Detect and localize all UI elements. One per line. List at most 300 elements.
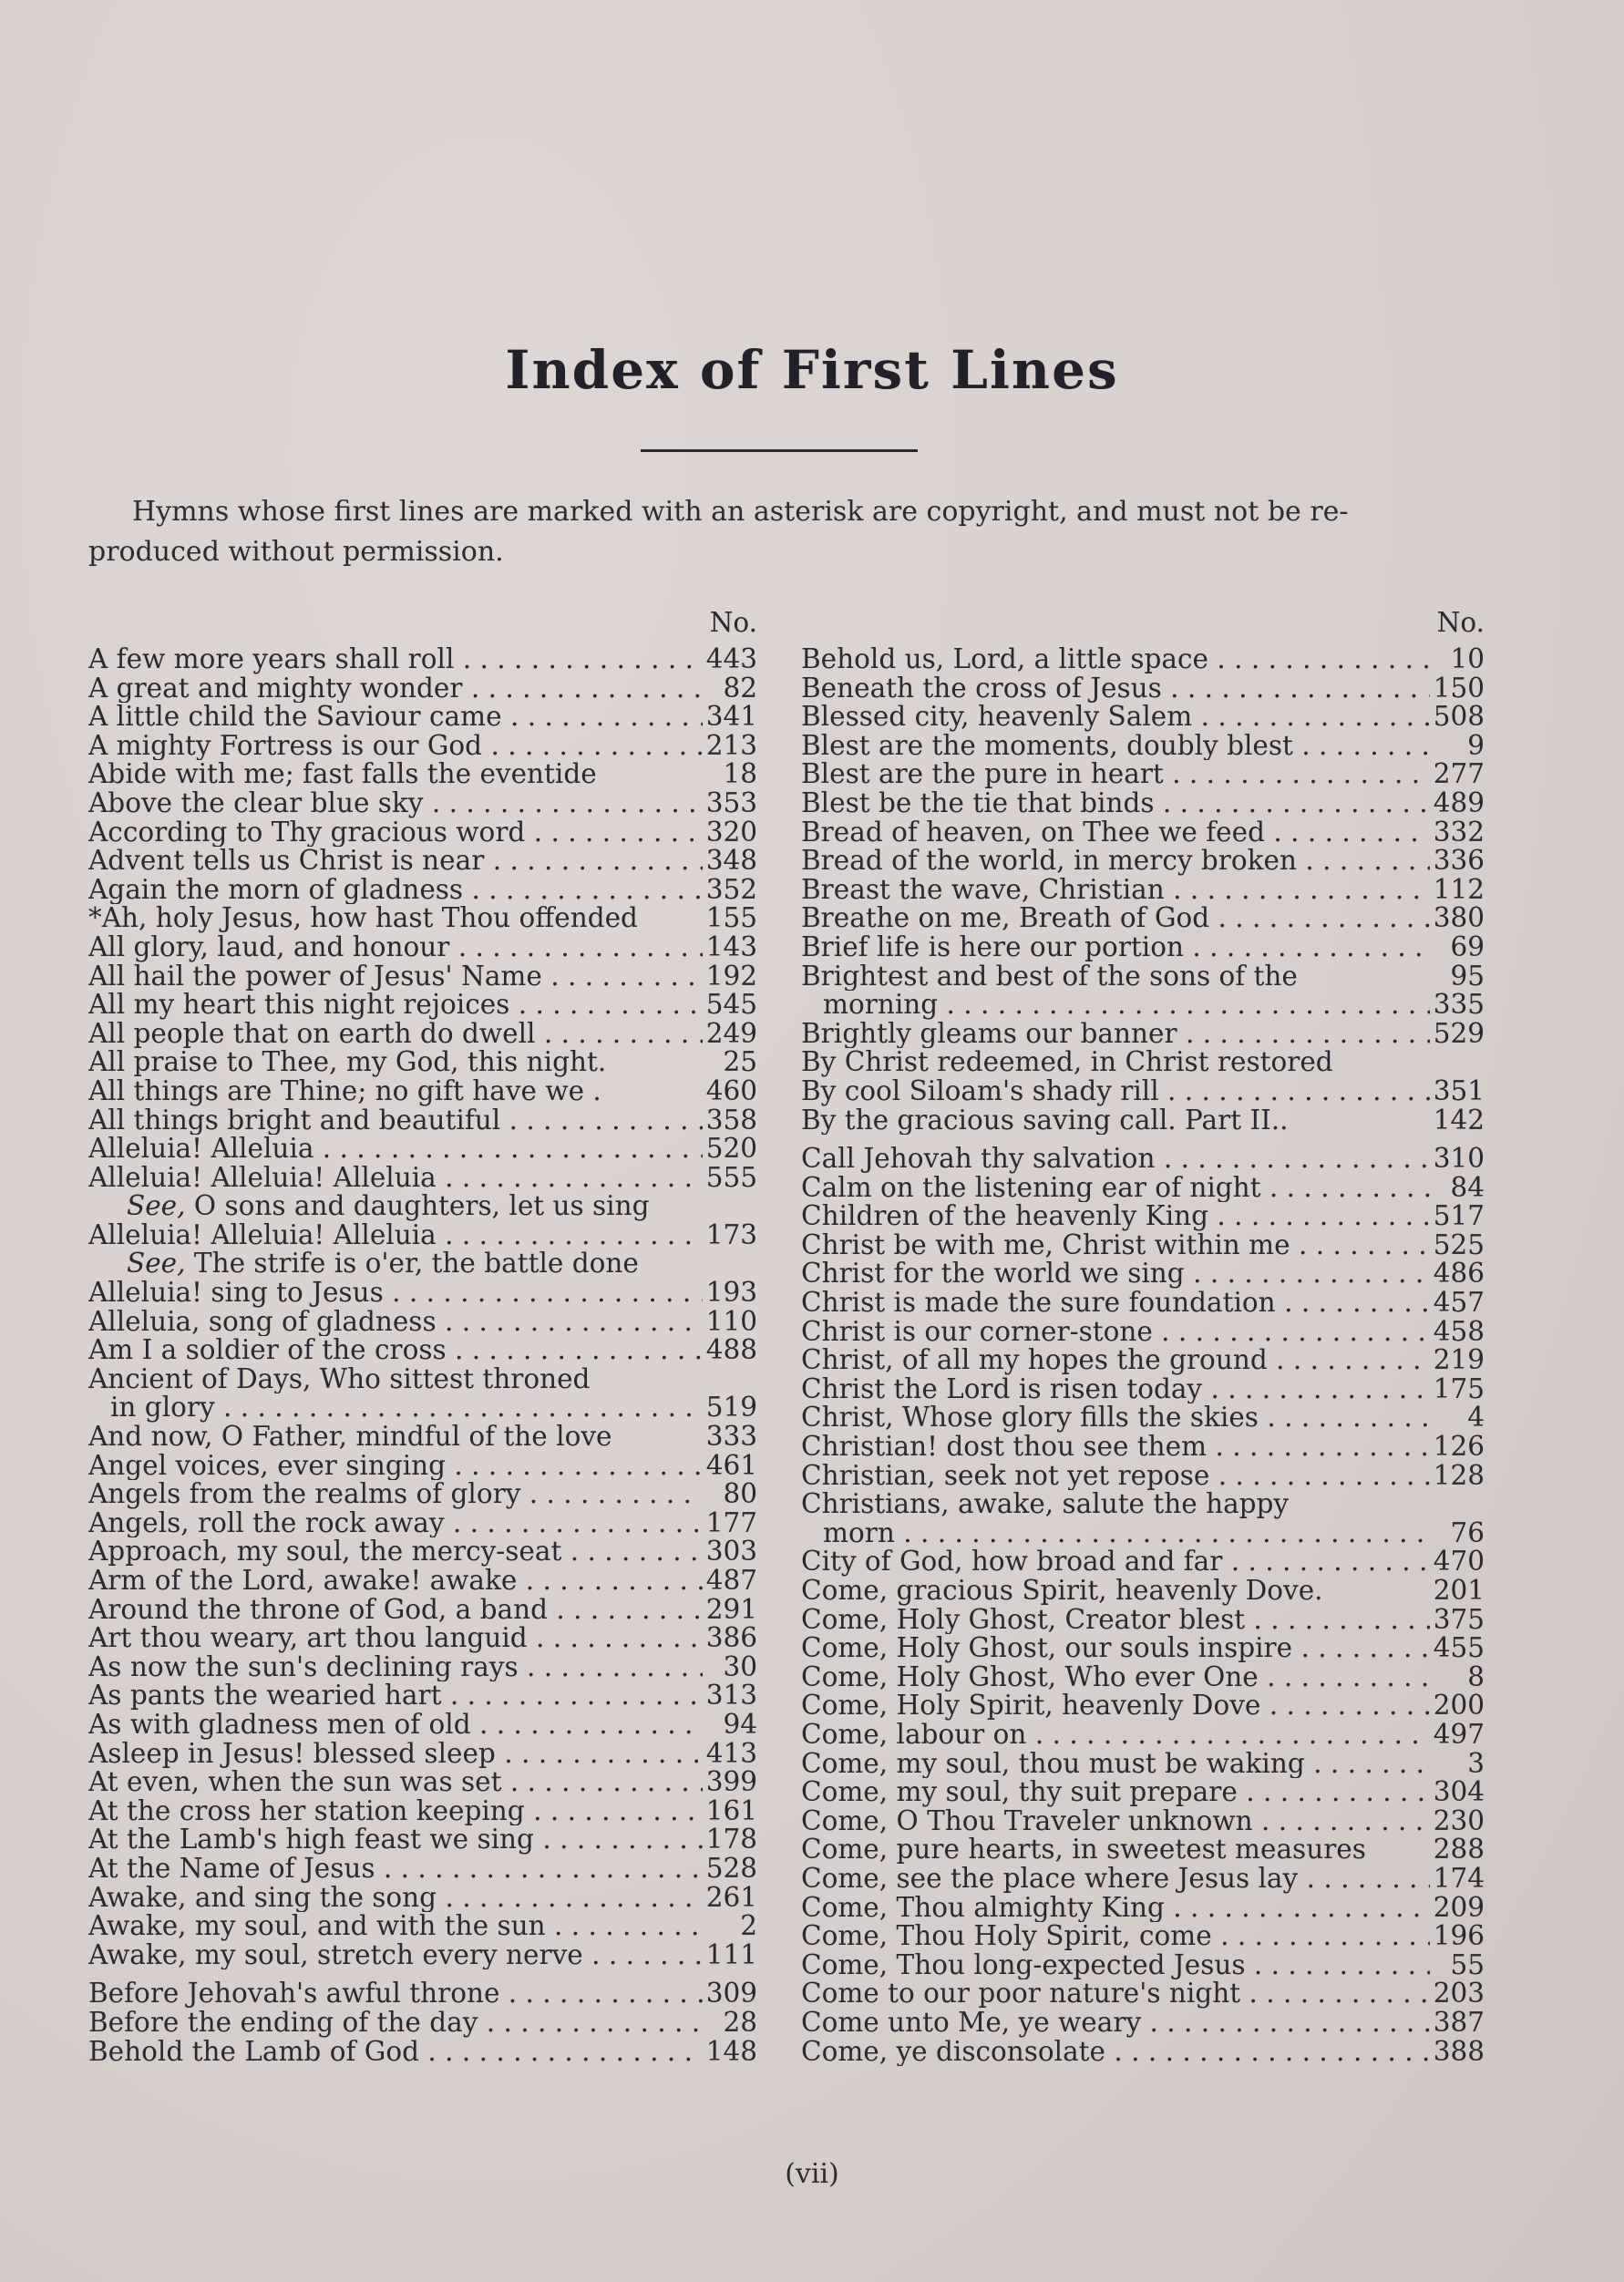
- index-entry: [801, 1948, 1485, 1980]
- hymn-number: 461: [705, 1449, 757, 1481]
- hymn-first-line: Around the throne of God, a band . . .: [88, 1596, 703, 1625]
- number-header-label: No.: [1436, 607, 1485, 638]
- index-entry: [88, 1365, 757, 1394]
- hymn-first-line: Approach, my soul, the mercy-seat . . .: [88, 1537, 703, 1567]
- index-entry: [88, 1192, 757, 1221]
- index-entry: [88, 818, 757, 848]
- index-entry: [801, 1433, 1485, 1462]
- hymn-number: 487: [705, 1565, 757, 1596]
- index-entry: [88, 1650, 757, 1682]
- hymn-number: 336: [1433, 845, 1485, 877]
- hymn-first-line: Christ be with me, Christ within me . . .: [801, 1231, 1430, 1260]
- hymn-number: 30: [723, 1650, 757, 1682]
- index-entry: [801, 729, 1485, 761]
- index-entry: [801, 1145, 1485, 1174]
- index-entry: [801, 1747, 1485, 1779]
- index-entry: [88, 1106, 757, 1136]
- index-entry: [801, 847, 1485, 876]
- hymn-first-line: morning . . .: [801, 991, 1430, 1020]
- hymn-first-line: Blessed city, heavenly Salem . . .: [801, 703, 1430, 732]
- hymn-number: 148: [705, 2035, 757, 2067]
- index-entry: [88, 1624, 757, 1653]
- hymn-first-line: Come, Thou almighty King . . .: [801, 1894, 1430, 1923]
- index-entry: [801, 1202, 1485, 1231]
- index-entry: [801, 1516, 1485, 1548]
- hymn-first-line: See, The strife is o'er, the battle done: [127, 1249, 639, 1280]
- hymn-number: 161: [705, 1794, 757, 1826]
- hymn-number: 335: [1433, 989, 1485, 1021]
- hymn-first-line: morn . . .: [801, 1519, 1430, 1548]
- hymn-number: 25: [723, 1046, 757, 1078]
- index-entry: [801, 1228, 1485, 1260]
- index-entry: [801, 2035, 1485, 2067]
- hymn-number: 261: [705, 1881, 757, 1913]
- hymn-number: 528: [705, 1852, 757, 1884]
- hymn-first-line: City of God, how broad and far . . .: [801, 1547, 1430, 1577]
- hymn-number: 203: [1433, 1978, 1485, 2010]
- index-entry: [88, 2035, 757, 2067]
- hymn-number: 192: [705, 960, 757, 992]
- hymn-number: 555: [705, 1161, 757, 1193]
- hymn-first-line: Brightly gleams our banner . . .: [801, 1020, 1430, 1049]
- index-entry: [801, 1048, 1485, 1077]
- index-entry: [801, 1603, 1485, 1635]
- index-entry: [88, 930, 757, 962]
- hymn-first-line: A mighty Fortress is our God . . .: [88, 732, 703, 761]
- hymn-number: 177: [705, 1506, 757, 1538]
- hymn-number: 143: [705, 930, 757, 962]
- hymn-first-line: Alleluia! Alleluia . . .: [88, 1135, 703, 1164]
- hymn-first-line: By the gracious saving call. Part II..: [801, 1105, 1289, 1136]
- hymn-first-line: Breathe on me, Breath of God . . .: [801, 904, 1430, 933]
- index-entry: [88, 1708, 757, 1740]
- hymn-number: 82: [723, 672, 757, 704]
- index-entry: [88, 904, 757, 933]
- hymn-number: 249: [705, 1017, 757, 1049]
- hymn-number: 110: [705, 1305, 757, 1337]
- index-entry: [88, 1912, 757, 1941]
- hymn-first-line: Blest are the moments, doubly blest . . .: [801, 732, 1430, 761]
- hymn-number: 175: [1433, 1372, 1485, 1404]
- hymn-first-line: Christ is made the sure foundation . . .: [801, 1289, 1430, 1318]
- hymn-first-line: Children of the heavenly King . . .: [801, 1202, 1430, 1231]
- hymn-number: 193: [705, 1277, 757, 1309]
- index-entry: [801, 1891, 1485, 1923]
- index-entry: [801, 1660, 1485, 1692]
- index-entry: [88, 1506, 757, 1538]
- index-entry: [88, 991, 757, 1020]
- hymn-number: 460: [705, 1074, 757, 1106]
- hymn-number: 196: [1433, 1920, 1485, 1952]
- hymn-number: 28: [723, 2006, 757, 2038]
- copyright-note-line-2: produced without permission.: [88, 536, 504, 568]
- index-entry: [801, 786, 1485, 818]
- index-entry: [801, 1691, 1485, 1721]
- hymn-first-line: A great and mighty wonder . . .: [88, 674, 703, 704]
- page-number: (vii): [785, 2158, 839, 2190]
- index-entry: [88, 1393, 757, 1423]
- index-entry: [88, 760, 757, 789]
- hymn-number: 112: [1433, 873, 1485, 905]
- hymn-number: 155: [705, 902, 757, 934]
- hymn-number: 352: [705, 873, 757, 905]
- index-entry: [801, 1074, 1485, 1106]
- hymn-first-line: Come, Holy Ghost, Creator blest . . .: [801, 1606, 1430, 1635]
- hymn-first-line: Alleluia! sing to Jesus . . .: [88, 1279, 703, 1308]
- hymn-first-line: Come, see the place where Jesus lay . . .: [801, 1865, 1430, 1894]
- hymn-number: 9: [1467, 729, 1485, 761]
- index-entry: [88, 1537, 757, 1567]
- hymn-first-line: Christian! dost thou see them . . .: [801, 1433, 1430, 1462]
- index-entry: [801, 873, 1485, 905]
- index-entry: [801, 703, 1485, 732]
- hymn-first-line: Come, Holy Ghost, Who ever One . . .: [801, 1663, 1430, 1692]
- hymn-number: 201: [1433, 1575, 1485, 1606]
- hymn-number: 111: [705, 1938, 757, 1970]
- hymn-first-line: Angels from the realms of glory . . .: [88, 1480, 703, 1509]
- hymn-first-line: As now the sun's declining rays . . .: [88, 1653, 703, 1682]
- index-entry: [88, 1336, 757, 1365]
- index-entry: [88, 847, 757, 876]
- hymn-number: 529: [1433, 1017, 1485, 1049]
- hymn-first-line: Christ, Whose glory fills the skies . . .: [801, 1403, 1430, 1433]
- hymn-number: 488: [705, 1334, 757, 1366]
- hymn-number: 309: [705, 1978, 757, 2010]
- hymn-first-line: Come to our poor nature's night . . .: [801, 1979, 1430, 2009]
- hymn-first-line: All glory, laud, and honour . . .: [88, 933, 703, 962]
- index-entry: [801, 1017, 1485, 1049]
- copyright-note-line-1: Hymns whose first lines are marked with an asterisk are copyright, and must not be re-: [132, 496, 1349, 528]
- right-index-list: [801, 645, 1485, 2066]
- index-entry: [88, 962, 757, 992]
- hymn-first-line: All things are Thine; no gift have we .: [88, 1076, 601, 1106]
- index-entry: [88, 1161, 757, 1193]
- hymn-first-line: Come, pure hearts, in sweetest measures: [801, 1835, 1366, 1865]
- index-entry: [88, 1881, 757, 1913]
- index-entry: [801, 1372, 1485, 1404]
- hymn-number: 386: [705, 1622, 757, 1654]
- index-entry: [88, 703, 757, 732]
- hymn-first-line: Again the morn of gladness . . .: [88, 876, 703, 905]
- hymn-number: 489: [1433, 786, 1485, 818]
- hymn-first-line: And now, O Father, mindful of the love: [88, 1423, 612, 1452]
- hymn-first-line: Christ is our corner-stone . . .: [801, 1318, 1430, 1347]
- hymn-number: 150: [1433, 672, 1485, 704]
- index-entry: [88, 645, 757, 674]
- index-entry: [801, 2006, 1485, 2038]
- hymn-first-line: Calm on the listening ear of night . . .: [801, 1174, 1430, 1203]
- hymn-number: 200: [1433, 1690, 1485, 1722]
- hymn-first-line: All praise to Thee, my God, this night.: [88, 1048, 607, 1077]
- index-entry: [801, 818, 1485, 848]
- hymn-number: 457: [1433, 1287, 1485, 1319]
- hymn-first-line: Brightest and best of the sons of the: [801, 961, 1298, 992]
- hymn-number: 2: [740, 1910, 757, 1942]
- hymn-number: 332: [1433, 816, 1485, 848]
- left-index-list: [88, 645, 757, 2066]
- hymn-number: 519: [705, 1392, 757, 1424]
- hymn-number: 288: [1433, 1834, 1485, 1866]
- hymn-first-line: Ancient of Days, Who sittest throned: [88, 1364, 591, 1394]
- hymn-first-line: Alleluia! Alleluia! Alleluia . . .: [88, 1221, 703, 1250]
- index-entry: [88, 729, 757, 761]
- hymn-number: 142: [1433, 1104, 1485, 1136]
- hymn-first-line: Asleep in Jesus! blessed sleep . . .: [88, 1740, 703, 1769]
- hymn-number: 358: [705, 1104, 757, 1136]
- hymn-number: 545: [705, 989, 757, 1021]
- hymn-number: 310: [1433, 1143, 1485, 1175]
- index-entry: [801, 1547, 1485, 1577]
- hymn-first-line: Awake, my soul, and with the sun . . .: [88, 1912, 703, 1941]
- copyright-note: [88, 492, 1547, 572]
- hymn-first-line: A few more years shall roll . . .: [88, 645, 703, 674]
- index-entry: [801, 1315, 1485, 1347]
- hymn-first-line: As with gladness men of old . . .: [88, 1711, 703, 1740]
- hymn-number: 399: [705, 1766, 757, 1798]
- hymn-number: 304: [1433, 1776, 1485, 1808]
- hymn-first-line: Behold the Lamb of God . . .: [88, 2038, 703, 2067]
- hymn-first-line: According to Thy gracious word . . .: [88, 818, 703, 848]
- index-entry: [801, 1778, 1485, 1807]
- right-column: [801, 607, 1485, 2066]
- hymn-number: 18: [723, 758, 757, 790]
- hymn-first-line: Alleluia! Alleluia! Alleluia . . .: [88, 1164, 703, 1193]
- hymn-first-line: Come, Thou Holy Spirit, come . . .: [801, 1922, 1430, 1951]
- index-entry: [801, 1718, 1485, 1750]
- hymn-first-line: Come, Holy Ghost, our souls inspire . . .: [801, 1634, 1430, 1663]
- hymn-first-line: See, O sons and daughters, let us sing: [127, 1192, 650, 1221]
- hymn-first-line: Come, gracious Spirit, heavenly Dove.: [801, 1577, 1323, 1606]
- hymn-first-line: Beneath the cross of Jesus . . .: [801, 674, 1430, 704]
- hymn-number: 126: [1433, 1431, 1485, 1463]
- hymn-number: 84: [1450, 1171, 1485, 1203]
- hymn-number: 219: [1433, 1344, 1485, 1376]
- index-entry: [801, 1346, 1485, 1375]
- index-entry: [88, 1938, 757, 1970]
- hymn-number: 291: [705, 1593, 757, 1625]
- index-entry: [88, 1074, 757, 1106]
- hymn-first-line: At the Name of Jesus . . .: [88, 1855, 703, 1884]
- index-entry: [88, 1480, 757, 1509]
- hymn-number: 520: [705, 1133, 757, 1165]
- hymn-number: 76: [1450, 1516, 1485, 1548]
- hymn-first-line: Am I a soldier of the cross . . .: [88, 1336, 703, 1365]
- hymn-number: 213: [705, 729, 757, 761]
- index-entry: [88, 2006, 757, 2038]
- hymn-first-line: At the Lamb's high feast we sing . . .: [88, 1825, 703, 1855]
- index-entry: [801, 1862, 1485, 1894]
- hymn-first-line: At even, when the sun was set . . .: [88, 1768, 703, 1797]
- index-entry: [801, 1289, 1485, 1318]
- hymn-first-line: Arm of the Lord, awake! awake . . .: [88, 1567, 703, 1596]
- hymn-first-line: Come, my soul, thou must be waking . . .: [801, 1750, 1430, 1779]
- index-entry: [801, 1835, 1485, 1865]
- index-entry: [801, 1979, 1485, 2009]
- hymn-number: 443: [705, 643, 757, 674]
- index-entry: [88, 674, 757, 704]
- hymn-first-line: Come, ye disconsolate . . .: [801, 2038, 1430, 2067]
- hymn-first-line: Come, labour on . . .: [801, 1721, 1430, 1750]
- hymn-number: 341: [705, 701, 757, 733]
- hymn-number: 173: [705, 1218, 757, 1250]
- hymn-number: 94: [723, 1708, 757, 1740]
- index-entry: [88, 1567, 757, 1596]
- hymn-number: 413: [705, 1737, 757, 1769]
- number-header-left: [88, 607, 757, 645]
- hymn-number: 458: [1433, 1315, 1485, 1347]
- hymn-first-line: Christ the Lord is risen today . . .: [801, 1375, 1430, 1404]
- index-entry: [88, 1768, 757, 1797]
- hymn-number: 8: [1467, 1660, 1485, 1692]
- hymn-first-line: Come unto Me, ye weary . . .: [801, 2009, 1430, 2038]
- hymn-first-line: Christ, of all my hopes the ground . . .: [801, 1346, 1430, 1375]
- index-entry: [801, 1922, 1485, 1951]
- index-entry: [801, 645, 1485, 674]
- index-entry: [801, 674, 1485, 704]
- hymn-number: 348: [705, 845, 757, 877]
- hymn-first-line: Call Jehovah thy salvation . . .: [801, 1145, 1430, 1174]
- index-entry: [88, 1423, 757, 1452]
- index-entry: [801, 1804, 1485, 1836]
- index-entry: [88, 1852, 757, 1884]
- index-entry: [88, 1979, 757, 2009]
- hymn-number: 525: [1433, 1228, 1485, 1260]
- hymn-first-line: All people that on earth do dwell . . .: [88, 1020, 703, 1049]
- hymn-first-line: All things bright and beautiful . . .: [88, 1106, 703, 1136]
- hymn-first-line: At the cross her station keeping . . .: [88, 1797, 703, 1826]
- hymn-first-line: Advent tells us Christ is near . . .: [88, 847, 703, 876]
- hymn-first-line: Come, Thou long-expected Jesus . . .: [801, 1951, 1430, 1980]
- number-header-right: [801, 607, 1485, 645]
- hymn-first-line: Come, Holy Spirit, heavenly Dove . . .: [801, 1691, 1430, 1721]
- hymn-number: 69: [1450, 930, 1485, 962]
- hymn-number: 470: [1433, 1546, 1485, 1578]
- index-entry: [88, 1249, 757, 1279]
- hymn-first-line: Above the clear blue sky . . .: [88, 789, 703, 818]
- index-entry: [88, 1305, 757, 1337]
- hymn-first-line: Angel voices, ever singing . . .: [88, 1452, 703, 1481]
- index-entry: [801, 1403, 1485, 1433]
- hymn-number: 333: [705, 1421, 757, 1453]
- hymn-first-line: Breast the wave, Christian . . .: [801, 876, 1430, 905]
- hymn-first-line: A little child the Saviour came . . .: [88, 703, 703, 732]
- index-entry: [801, 962, 1485, 992]
- index-entry: [88, 1048, 757, 1077]
- hymn-first-line: Bread of heaven, on Thee we feed . . .: [801, 818, 1430, 848]
- hymn-number: 80: [723, 1478, 757, 1510]
- hymn-first-line: As pants the wearied hart . . .: [88, 1681, 703, 1711]
- index-entry: [801, 1259, 1485, 1289]
- number-header-label: No.: [709, 607, 757, 638]
- hymn-first-line: All my heart this night rejoices . . .: [88, 991, 703, 1020]
- index-entry: [88, 1825, 757, 1855]
- hymn-first-line: Before the ending of the day . . .: [88, 2009, 703, 2038]
- index-entry: [88, 1135, 757, 1164]
- hymn-number: 380: [1433, 902, 1485, 934]
- hymn-number: 95: [1450, 960, 1485, 992]
- index-entry: [88, 1279, 757, 1308]
- index-entry: [88, 786, 757, 818]
- hymn-number: 497: [1433, 1718, 1485, 1750]
- hymn-number: 3: [1467, 1747, 1485, 1779]
- hymn-first-line: Blest be the tie that binds . . .: [801, 789, 1430, 818]
- index-entry: [88, 1681, 757, 1711]
- hymn-first-line: Behold us, Lord, a little space . . .: [801, 645, 1430, 674]
- hymn-number: 486: [1433, 1258, 1485, 1290]
- index-entry: [88, 1794, 757, 1826]
- index-entry: [801, 1459, 1485, 1491]
- hymn-number: 128: [1433, 1459, 1485, 1491]
- hymn-number: 388: [1433, 2035, 1485, 2067]
- index-entry: [801, 1171, 1485, 1203]
- index-entry: [801, 904, 1485, 933]
- hymn-first-line: All hail the power of Jesus' Name . . .: [88, 962, 703, 992]
- hymn-first-line: Bread of the world, in mercy broken . . .: [801, 847, 1430, 876]
- hymn-first-line: Angels, roll the rock away . . .: [88, 1509, 703, 1538]
- hymn-number: 174: [1433, 1862, 1485, 1894]
- hymn-first-line: in glory . . .: [88, 1393, 703, 1423]
- hymn-number: 209: [1433, 1891, 1485, 1923]
- index-entry: [88, 1017, 757, 1049]
- hymn-first-line: Before Jehovah's awful throne . . .: [88, 1979, 703, 2009]
- hymn-number: 277: [1433, 758, 1485, 790]
- hymn-first-line: Come, O Thou Traveler unknown . . .: [801, 1807, 1430, 1836]
- hymn-first-line: By cool Siloam's shady rill . . .: [801, 1077, 1430, 1106]
- hymn-number: 10: [1450, 643, 1485, 674]
- index-entry: [801, 1577, 1485, 1606]
- hymn-number: 178: [705, 1824, 757, 1855]
- index-entry: [88, 1593, 757, 1625]
- hymn-first-line: *Ah, holy Jesus, how hast Thou offended: [88, 904, 638, 933]
- hymn-number: 320: [705, 816, 757, 848]
- hymn-first-line: Christians, awake, salute the happy: [801, 1490, 1290, 1519]
- hymn-first-line: Awake, my soul, stretch every nerve . . .: [88, 1941, 703, 1970]
- index-entry: [88, 873, 757, 905]
- hymn-number: 517: [1433, 1200, 1485, 1232]
- hymn-first-line: Art thou weary, art thou languid . . .: [88, 1624, 703, 1653]
- hymn-first-line: Christian, seek not yet repose . . .: [801, 1462, 1430, 1491]
- hymn-first-line: Awake, and sing the song . . .: [88, 1884, 703, 1913]
- hymn-number: 353: [705, 786, 757, 818]
- hymn-number: 55: [1450, 1948, 1485, 1980]
- index-entry: [88, 1218, 757, 1250]
- hymn-first-line: By Christ redeemed, in Christ restored: [801, 1048, 1333, 1077]
- hymn-number: 387: [1433, 2006, 1485, 2038]
- hymn-first-line: Come, my soul, thy suit prepare . . .: [801, 1778, 1430, 1807]
- index-entry: [801, 991, 1485, 1020]
- hymn-number: 303: [705, 1536, 757, 1568]
- title-rule: [641, 449, 918, 452]
- hymn-first-line: Abide with me; fast falls the eventide: [88, 760, 597, 789]
- hymn-first-line: Christ for the world we sing . . .: [801, 1259, 1430, 1289]
- hymn-number: 230: [1433, 1804, 1485, 1836]
- index-entry: [801, 1106, 1485, 1136]
- index-entry: [801, 930, 1485, 962]
- left-column: [88, 607, 757, 2066]
- index-entry: [88, 1737, 757, 1769]
- hymn-number: 351: [1433, 1074, 1485, 1106]
- hymn-first-line: Blest are the pure in heart . . .: [801, 760, 1430, 789]
- hymn-number: 4: [1467, 1402, 1485, 1434]
- hymn-number: 375: [1433, 1603, 1485, 1635]
- hymn-number: 508: [1433, 701, 1485, 733]
- page-title: Index of First Lines: [505, 339, 1119, 401]
- index-entry: [88, 1449, 757, 1481]
- index-entry: [801, 1634, 1485, 1663]
- hymn-number: 455: [1433, 1632, 1485, 1664]
- index-entry: [801, 1490, 1485, 1519]
- hymn-number: 313: [705, 1680, 757, 1712]
